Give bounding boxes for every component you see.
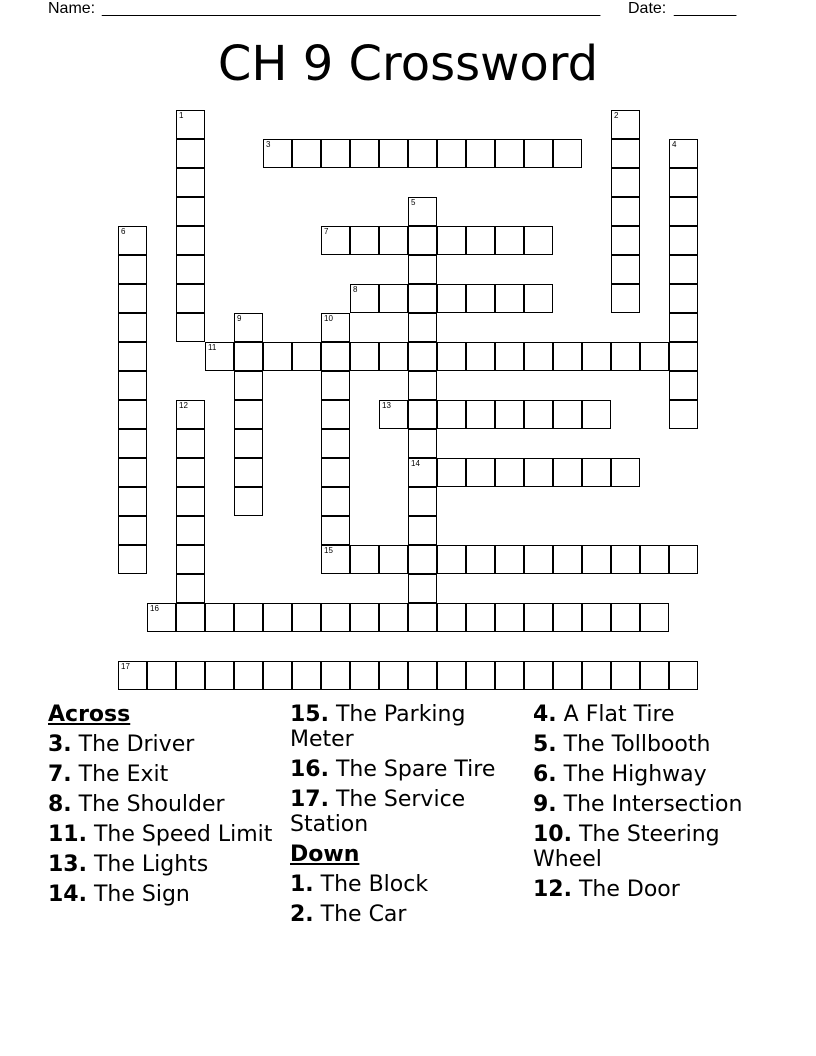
grid-cell[interactable] bbox=[234, 603, 263, 632]
down-heading: Down bbox=[290, 842, 360, 867]
grid-cell[interactable] bbox=[611, 168, 640, 197]
grid-cell[interactable] bbox=[118, 226, 147, 255]
grid-cell[interactable] bbox=[176, 110, 205, 139]
grid-cell[interactable] bbox=[669, 661, 698, 690]
cell-number: 16 bbox=[150, 604, 159, 613]
grid-cell[interactable] bbox=[553, 661, 582, 690]
grid-cell[interactable] bbox=[321, 371, 350, 400]
grid-cell[interactable] bbox=[176, 429, 205, 458]
grid-cell[interactable] bbox=[408, 255, 437, 284]
grid-cell[interactable] bbox=[495, 545, 524, 574]
cell-number: 3 bbox=[266, 140, 271, 149]
grid-cell[interactable] bbox=[379, 603, 408, 632]
grid-cell[interactable] bbox=[234, 429, 263, 458]
clue-text: The Speed Limit bbox=[86, 822, 273, 847]
grid-cell[interactable] bbox=[611, 226, 640, 255]
date-label: Date: bbox=[628, 0, 667, 17]
grid-cell[interactable] bbox=[118, 661, 147, 690]
grid-cell[interactable] bbox=[234, 661, 263, 690]
clue-column-2 bbox=[290, 702, 530, 932]
across-heading: Across bbox=[48, 702, 131, 727]
cell-number: 14 bbox=[411, 459, 420, 468]
grid-cell[interactable] bbox=[582, 458, 611, 487]
grid-cell[interactable] bbox=[118, 284, 147, 313]
grid-cell[interactable] bbox=[350, 603, 379, 632]
grid-cell[interactable] bbox=[321, 458, 350, 487]
clue-number: 17. bbox=[290, 787, 329, 812]
across-clue bbox=[48, 732, 288, 757]
clue-text: The Lights bbox=[86, 852, 209, 877]
grid-cell[interactable] bbox=[350, 661, 379, 690]
grid-cell[interactable] bbox=[437, 226, 466, 255]
grid-cell[interactable] bbox=[321, 545, 350, 574]
clue-number: 14. bbox=[48, 882, 87, 907]
grid-cell[interactable] bbox=[466, 342, 495, 371]
grid-cell[interactable] bbox=[495, 603, 524, 632]
grid-cell[interactable] bbox=[611, 342, 640, 371]
grid-cell[interactable] bbox=[466, 400, 495, 429]
grid-cell[interactable] bbox=[321, 342, 350, 371]
grid-cell[interactable] bbox=[176, 400, 205, 429]
grid-cell[interactable] bbox=[524, 603, 553, 632]
grid-cell[interactable] bbox=[437, 545, 466, 574]
clue-number: 8. bbox=[48, 792, 72, 817]
grid-cell[interactable] bbox=[611, 458, 640, 487]
grid-cell[interactable] bbox=[234, 458, 263, 487]
clue-number: 11. bbox=[48, 822, 87, 847]
grid-cell[interactable] bbox=[379, 284, 408, 313]
grid-cell[interactable] bbox=[553, 603, 582, 632]
grid-cell[interactable] bbox=[147, 603, 176, 632]
grid-cell[interactable] bbox=[234, 313, 263, 342]
grid-cell[interactable] bbox=[669, 255, 698, 284]
grid-cell[interactable] bbox=[669, 168, 698, 197]
clue-text: The Driver bbox=[71, 732, 195, 757]
cell-number: 4 bbox=[672, 140, 677, 149]
clue-number: 5. bbox=[533, 732, 557, 757]
clue-number: 9. bbox=[533, 792, 557, 817]
grid-cell[interactable] bbox=[669, 400, 698, 429]
cell-number: 13 bbox=[382, 401, 391, 410]
grid-cell[interactable] bbox=[321, 429, 350, 458]
grid-cell[interactable] bbox=[234, 371, 263, 400]
name-label: Name: bbox=[48, 0, 96, 17]
grid-cell[interactable] bbox=[611, 139, 640, 168]
grid-cell[interactable] bbox=[669, 371, 698, 400]
grid-cell[interactable] bbox=[611, 284, 640, 313]
page-title: CH 9 Crossword bbox=[217, 36, 599, 92]
grid-cell[interactable] bbox=[350, 139, 379, 168]
cell-number: 6 bbox=[121, 227, 126, 236]
grid-cell[interactable] bbox=[321, 400, 350, 429]
down-clue bbox=[290, 902, 530, 927]
grid-cell[interactable] bbox=[408, 371, 437, 400]
grid-cell[interactable] bbox=[408, 545, 437, 574]
grid-cell[interactable] bbox=[263, 603, 292, 632]
grid-cell[interactable] bbox=[408, 487, 437, 516]
grid-cell[interactable] bbox=[553, 139, 582, 168]
grid-cell[interactable] bbox=[524, 342, 553, 371]
cell-number: 12 bbox=[179, 401, 188, 410]
across-clue bbox=[48, 852, 288, 877]
grid-cell[interactable] bbox=[350, 284, 379, 313]
grid-cell[interactable] bbox=[611, 110, 640, 139]
clue-text: The Service Station bbox=[290, 787, 466, 837]
grid-cell[interactable] bbox=[408, 429, 437, 458]
grid-cell[interactable] bbox=[524, 545, 553, 574]
grid-cell[interactable] bbox=[176, 255, 205, 284]
cell-number: 1 bbox=[179, 111, 184, 120]
grid-cell[interactable] bbox=[379, 545, 408, 574]
grid-cell[interactable] bbox=[553, 458, 582, 487]
grid-cell[interactable] bbox=[466, 284, 495, 313]
grid-cell[interactable] bbox=[292, 661, 321, 690]
grid-cell[interactable] bbox=[379, 342, 408, 371]
grid-cell[interactable] bbox=[321, 661, 350, 690]
grid-cell[interactable] bbox=[495, 139, 524, 168]
across-clue bbox=[290, 702, 530, 752]
down-clue bbox=[533, 762, 773, 787]
clue-text: The Spare Tire bbox=[328, 757, 496, 782]
clue-text: The Parking Meter bbox=[290, 702, 466, 752]
grid-cell[interactable] bbox=[205, 603, 234, 632]
across-clue bbox=[48, 792, 288, 817]
grid-cell[interactable] bbox=[437, 342, 466, 371]
grid-cell[interactable] bbox=[118, 429, 147, 458]
grid-cell[interactable] bbox=[437, 661, 466, 690]
grid-cell[interactable] bbox=[553, 342, 582, 371]
grid-cell[interactable] bbox=[408, 197, 437, 226]
clue-text: The Sign bbox=[86, 882, 190, 907]
grid-cell[interactable] bbox=[118, 342, 147, 371]
grid-cell[interactable] bbox=[234, 487, 263, 516]
clue-number: 13. bbox=[48, 852, 87, 877]
grid-cell[interactable] bbox=[408, 342, 437, 371]
grid-cell[interactable] bbox=[350, 545, 379, 574]
grid-cell[interactable] bbox=[350, 342, 379, 371]
grid-cell[interactable] bbox=[408, 226, 437, 255]
grid-cell[interactable] bbox=[553, 545, 582, 574]
grid-cell[interactable] bbox=[176, 197, 205, 226]
grid-cell[interactable] bbox=[379, 139, 408, 168]
grid-cell[interactable] bbox=[118, 371, 147, 400]
clue-text: The Shoulder bbox=[71, 792, 225, 817]
clue-number: 16. bbox=[290, 757, 329, 782]
grid-cell[interactable] bbox=[495, 284, 524, 313]
grid-cell[interactable] bbox=[176, 574, 205, 603]
down-clue bbox=[533, 732, 773, 757]
clue-text: A Flat Tire bbox=[556, 702, 675, 727]
grid-cell[interactable] bbox=[408, 603, 437, 632]
grid-cell[interactable] bbox=[524, 284, 553, 313]
grid-cell[interactable] bbox=[640, 661, 669, 690]
grid-cell[interactable] bbox=[118, 255, 147, 284]
grid-cell[interactable] bbox=[582, 400, 611, 429]
grid-cell[interactable] bbox=[176, 661, 205, 690]
grid-cell[interactable] bbox=[176, 545, 205, 574]
cell-number: 11 bbox=[208, 343, 217, 352]
clue-column-1 bbox=[48, 702, 288, 912]
grid-cell[interactable] bbox=[408, 400, 437, 429]
grid-cell[interactable] bbox=[524, 400, 553, 429]
across-clue bbox=[290, 787, 530, 837]
grid-cell[interactable] bbox=[495, 661, 524, 690]
grid-cell[interactable] bbox=[640, 342, 669, 371]
grid-cell[interactable] bbox=[669, 197, 698, 226]
clue-text: The Intersection bbox=[556, 792, 743, 817]
clue-column-3 bbox=[533, 702, 773, 907]
clue-text: The Block bbox=[313, 872, 429, 897]
grid-cell[interactable] bbox=[524, 458, 553, 487]
grid-cell[interactable] bbox=[176, 603, 205, 632]
cell-number: 8 bbox=[353, 285, 358, 294]
grid-cell[interactable] bbox=[176, 458, 205, 487]
grid-cell[interactable] bbox=[611, 603, 640, 632]
clue-text: The Exit bbox=[71, 762, 169, 787]
grid-cell[interactable] bbox=[176, 168, 205, 197]
grid-cell[interactable] bbox=[669, 226, 698, 255]
down-clue bbox=[533, 792, 773, 817]
grid-cell[interactable] bbox=[379, 226, 408, 255]
clue-number: 15. bbox=[290, 702, 329, 727]
grid-cell[interactable] bbox=[379, 661, 408, 690]
cell-number: 9 bbox=[237, 314, 242, 323]
grid-cell[interactable] bbox=[408, 458, 437, 487]
down-clue bbox=[533, 877, 773, 902]
grid-cell[interactable] bbox=[350, 226, 379, 255]
cell-number: 17 bbox=[121, 662, 130, 671]
cell-number: 10 bbox=[324, 314, 333, 323]
grid-cell[interactable] bbox=[408, 139, 437, 168]
grid-cell[interactable] bbox=[234, 400, 263, 429]
clue-number: 1. bbox=[290, 872, 314, 897]
grid-cell[interactable] bbox=[408, 516, 437, 545]
grid-cell[interactable] bbox=[437, 139, 466, 168]
grid-cell[interactable] bbox=[176, 139, 205, 168]
across-clue bbox=[48, 882, 288, 907]
clue-text: The Door bbox=[571, 877, 680, 902]
grid-cell[interactable] bbox=[118, 400, 147, 429]
grid-cell[interactable] bbox=[553, 400, 582, 429]
grid-cell[interactable] bbox=[611, 545, 640, 574]
cell-number: 5 bbox=[411, 198, 416, 207]
grid-cell[interactable] bbox=[263, 342, 292, 371]
grid-cell[interactable] bbox=[437, 603, 466, 632]
grid-cell[interactable] bbox=[176, 313, 205, 342]
grid-cell[interactable] bbox=[118, 487, 147, 516]
clue-text: The Steering Wheel bbox=[533, 822, 720, 872]
grid-cell[interactable] bbox=[466, 458, 495, 487]
cell-number: 2 bbox=[614, 111, 619, 120]
grid-cell[interactable] bbox=[292, 603, 321, 632]
grid-cell[interactable] bbox=[611, 197, 640, 226]
grid-cell[interactable] bbox=[118, 516, 147, 545]
clue-text: The Highway bbox=[556, 762, 707, 787]
clue-number: 10. bbox=[533, 822, 572, 847]
across-clue bbox=[290, 757, 530, 782]
grid-cell[interactable] bbox=[408, 661, 437, 690]
across-clue bbox=[48, 822, 288, 847]
grid-cell[interactable] bbox=[234, 342, 263, 371]
grid-cell[interactable] bbox=[669, 545, 698, 574]
grid-cell[interactable] bbox=[437, 458, 466, 487]
grid-cell[interactable] bbox=[582, 603, 611, 632]
grid-cell[interactable] bbox=[582, 545, 611, 574]
grid-cell[interactable] bbox=[176, 516, 205, 545]
down-clue bbox=[290, 872, 530, 897]
clue-number: 6. bbox=[533, 762, 557, 787]
grid-cell[interactable] bbox=[669, 313, 698, 342]
grid-cell[interactable] bbox=[292, 342, 321, 371]
grid-cell[interactable] bbox=[640, 545, 669, 574]
grid-cell[interactable] bbox=[292, 139, 321, 168]
grid-cell[interactable] bbox=[379, 400, 408, 429]
clue-number: 12. bbox=[533, 877, 572, 902]
grid-cell[interactable] bbox=[582, 342, 611, 371]
grid-cell[interactable] bbox=[321, 516, 350, 545]
grid-cell[interactable] bbox=[118, 313, 147, 342]
grid-cell[interactable] bbox=[147, 661, 176, 690]
grid-cell[interactable] bbox=[408, 574, 437, 603]
grid-cell[interactable] bbox=[321, 139, 350, 168]
clue-text: The Tollbooth bbox=[556, 732, 711, 757]
grid-cell[interactable] bbox=[466, 226, 495, 255]
grid-cell[interactable] bbox=[321, 603, 350, 632]
date-blank[interactable]: _______ bbox=[674, 0, 737, 17]
down-clue bbox=[533, 702, 773, 727]
grid-cell[interactable] bbox=[495, 342, 524, 371]
grid-cell[interactable] bbox=[263, 139, 292, 168]
clue-number: 3. bbox=[48, 732, 72, 757]
clue-number: 2. bbox=[290, 902, 314, 927]
grid-cell[interactable] bbox=[118, 545, 147, 574]
grid-cell[interactable] bbox=[669, 342, 698, 371]
grid-cell[interactable] bbox=[408, 284, 437, 313]
grid-cell[interactable] bbox=[466, 661, 495, 690]
grid-cell[interactable] bbox=[495, 458, 524, 487]
clue-number: 7. bbox=[48, 762, 72, 787]
grid-cell[interactable] bbox=[205, 342, 234, 371]
cell-number: 7 bbox=[324, 227, 329, 236]
grid-cell[interactable] bbox=[321, 313, 350, 342]
grid-cell[interactable] bbox=[176, 487, 205, 516]
grid-cell[interactable] bbox=[176, 226, 205, 255]
grid-cell[interactable] bbox=[495, 226, 524, 255]
grid-cell[interactable] bbox=[263, 661, 292, 690]
grid-cell[interactable] bbox=[582, 661, 611, 690]
grid-cell[interactable] bbox=[466, 603, 495, 632]
grid-cell[interactable] bbox=[524, 139, 553, 168]
grid-cell[interactable] bbox=[669, 139, 698, 168]
grid-cell[interactable] bbox=[118, 458, 147, 487]
grid-cell[interactable] bbox=[669, 284, 698, 313]
grid-cell[interactable] bbox=[176, 284, 205, 313]
name-blank[interactable]: ________________________________________________________ bbox=[102, 0, 601, 17]
grid-cell[interactable] bbox=[205, 661, 234, 690]
clue-text: The Car bbox=[313, 902, 407, 927]
grid-cell[interactable] bbox=[524, 226, 553, 255]
grid-cell[interactable] bbox=[408, 313, 437, 342]
grid-cell[interactable] bbox=[321, 487, 350, 516]
grid-cell[interactable] bbox=[466, 139, 495, 168]
grid-cell[interactable] bbox=[437, 400, 466, 429]
cell-number: 15 bbox=[324, 546, 333, 555]
grid-cell[interactable] bbox=[611, 661, 640, 690]
grid-cell[interactable] bbox=[640, 603, 669, 632]
clue-number: 4. bbox=[533, 702, 557, 727]
grid-cell[interactable] bbox=[524, 661, 553, 690]
down-clue bbox=[533, 822, 773, 872]
grid-cell[interactable] bbox=[321, 226, 350, 255]
grid-cell[interactable] bbox=[495, 400, 524, 429]
across-clue bbox=[48, 762, 288, 787]
grid-cell[interactable] bbox=[611, 255, 640, 284]
grid-cell[interactable] bbox=[466, 545, 495, 574]
grid-cell[interactable] bbox=[437, 284, 466, 313]
